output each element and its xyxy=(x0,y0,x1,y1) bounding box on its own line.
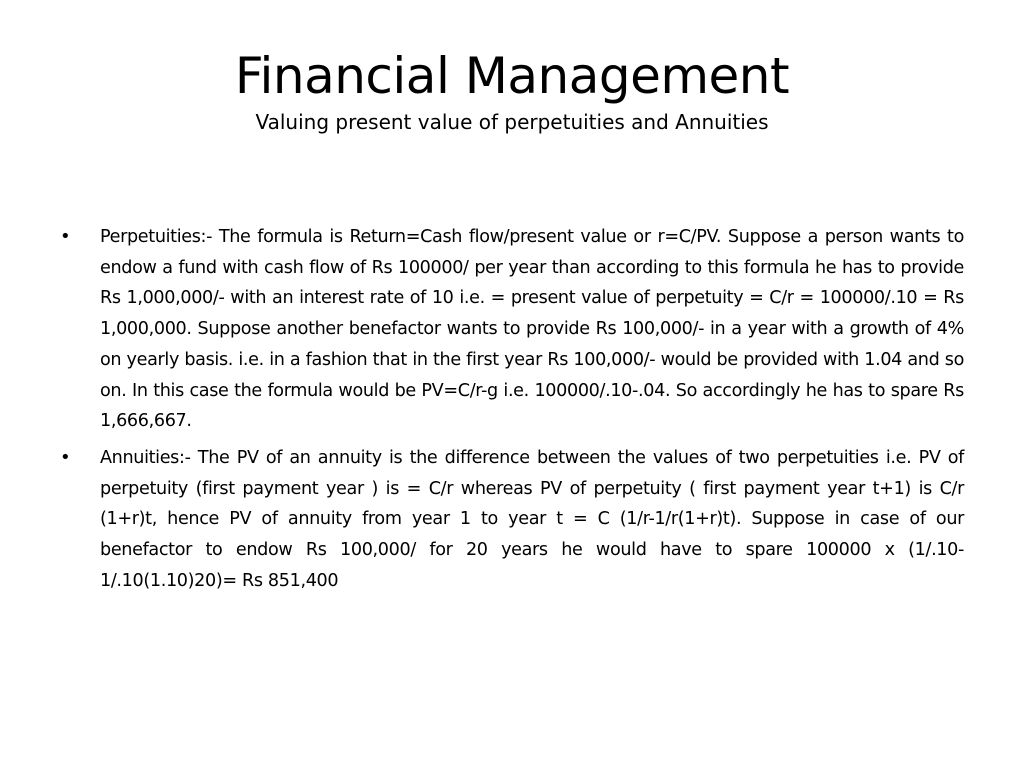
bullet-list xyxy=(60,222,964,602)
bullet-icon: • xyxy=(60,226,71,247)
bullet-text-annuities: Annuities:- The PV of an annuity is the difference between the values of two perpetuities i.e. PV of perpetuity (first payment year ) is = C/r whereas PV of perpetuity ( first payment year t+1) is C/r (1+r)t, hence PV of annuity from year 1 to year t = C (1/r-1/r(1+r)t). Suppose in case of our benefactor to endow Rs 100,000/ for 20 years he would have to spare 100000 x (1/.10-1/.10(1.10)20)= Rs 851,400 xyxy=(100,447,964,591)
slide-subtitle: Valuing present value of perpetuities and Annuities xyxy=(255,110,769,134)
bullet-item-annuities xyxy=(60,443,964,597)
slide-title: Financial Management xyxy=(234,47,790,105)
bullet-item-perpetuities xyxy=(60,222,964,437)
bullet-text-perpetuities: Perpetuities:- The formula is Return=Cash flow/present value or r=C/PV. Suppose a person wants to endow a fund with cash flow of Rs 100000/ per year than according to this formula he has to provide Rs 1,000,000/- with an interest rate of 10 i.e. = present value of perpetuity = C/r = 100000/.10 = Rs 1,000,000. Suppose another benefactor wants to provide Rs 100,000/- in a year with a growth of 4% on yearly basis. i.e. in a fashion that in the first year Rs 100,000/- would be provided with 1.04 and so on. In this case the formula would be PV=C/r-g i.e. 100000/.10-.04. So accordingly he has to spare Rs 1,666,667. xyxy=(100,227,964,432)
title-block xyxy=(60,44,964,136)
bullet-icon: • xyxy=(60,446,71,468)
